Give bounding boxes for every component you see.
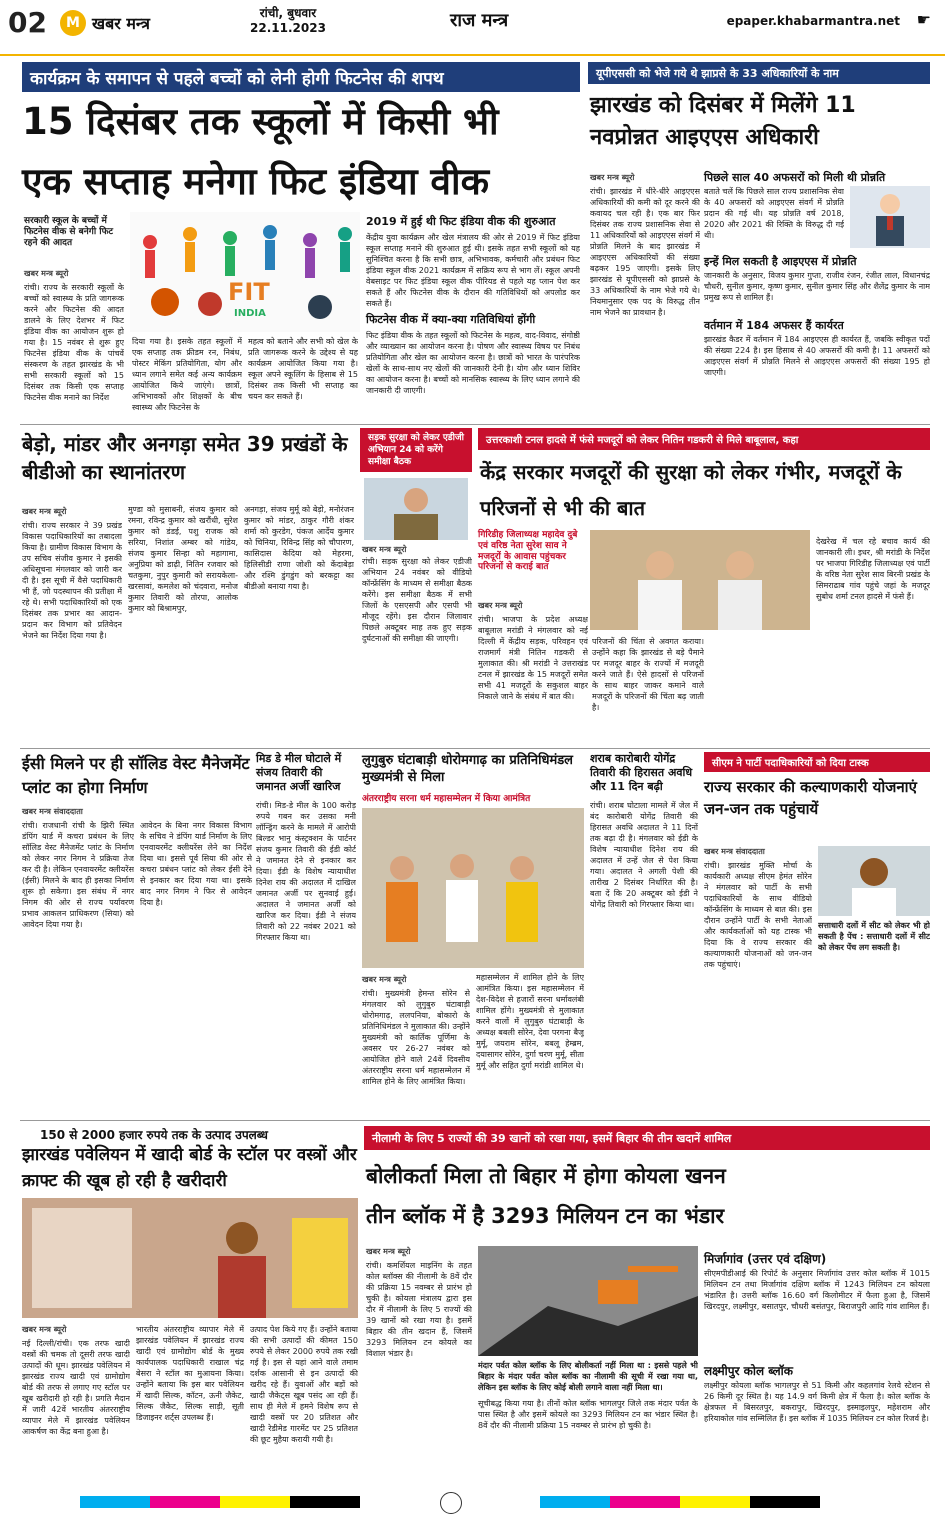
brand-logo <box>60 10 150 36</box>
story2-subhead-current: वर्तमान में 184 अफसर हैं कार्यरत <box>704 319 844 332</box>
story12-subbody-mirzagaon: सीएमपीडीआई की रिपोर्ट के अनुसार मिर्जागांव उत्तर कोल ब्लॉक में 1015 मिलियन टन तथा मिर्जागांव दक्षिण ब्लॉक में 1243 मिलियन टन कोयला भंडारित है। उत्तरी ब्लॉक 16.60 वर्ग किलोमीटर में फैला हुआ है, जिसमें खिरदपुर, लक्ष्मीपुर, बसातपुर, चौधरी बसंतपुर, बिराजपुरी आदि गांव शामिल हैं। <box>704 1269 930 1311</box>
story10-headline: राज्य सरकार की कल्याणकारी योजनाएं जन-जन तक पहुंचायें <box>704 778 917 818</box>
india-logo-text: INDIA <box>234 308 266 319</box>
registration-mark-icon <box>440 1492 462 1514</box>
fit-india-graphic <box>130 212 360 332</box>
story4-kicker: सड़क सुरक्षा को लेकर एडीजी अभियान 24 को करेंगे समीक्षा बैठक <box>360 428 472 472</box>
story5-body-col3: देखरेख में चल रहे बचाव कार्य की जानकारी ली। इधर, श्री मरांडी के निर्देश पर भाजपा गिरिडीह जिलाध्यक्ष एवं पार्टी के वरिष्ठ नेता सुरेश साव बिरनी प्रखंड के सिमराढाब गांव पहुंचे जहां के मजदूर सुबोध शर्मा टनल हादसे में फंसे हैं। <box>816 537 930 601</box>
coal-mine-photo <box>478 1246 698 1356</box>
edition-date-value: 22.11.2023 <box>250 21 326 35</box>
story1-headline-line1: 15 दिसंबर तक स्कूलों में किसी भी <box>22 100 499 143</box>
story11-body-col2: भारतीय अंतरराष्ट्रीय व्यापार मेले में झारखंड पवेलियन में झारखंड राज्य खादी एवं ग्रामोद्योग बोर्ड के मुख्य कार्यपालक पदाधिकारी राखाल चंद्र बेसरा ने स्टॉल का मुआयना किया। उन्होंने बताया कि इस बार पवेलियन में खादी सिल्क, कॉटन, ऊनी जैकेट, सिल्क जैकेट, सिल्क साड़ी, सूती डिजाइनर शर्ट्स उपलब्ध हैं। <box>136 1325 244 1422</box>
story12-body-col1: रांची। कमर्शियल माइनिंग के तहत कोल ब्लॉक्स की नीलामी के 8वें दौर की प्रक्रिया 15 नवम्बर से प्रारंभ हो चुकी है। कोयला मंत्रालय द्वारा इस दौर में नीलामी के लिए 5 राज्यों की 39 खानों को रखा गया है। इसमें बिहार की तीन खदान हैं, जिसमें 3293 मिलियन टन कोयले का विशाल भंडार है। <box>366 1261 472 1358</box>
story4-byline: खबर मन्त्र ब्यूरो <box>362 545 407 554</box>
story2-subbody-promotion: जानकारी के अनुसार, विजय कुमार गुप्ता, राजीव रंजन, रंजीत लाल, विधानचंद्र चौधरी, सुनील कुमार, कृष्ण कुमार, सुनील कुमार सिंह और शैलेंद्र कुमार के नाम प्रमुख रूप से शामिल हैं। <box>704 271 930 302</box>
masthead <box>0 0 945 56</box>
story1-body-col3: महत्व को बताने और सभी को खेल के प्रति जागरूक करने के उद्देश्य से यह कार्यक्रम आयोजित किया गया है। स्कूल अपने स्कूलिंग के हिसाब से 15 दिसंबर तक किसी भी सप्ताह का चयन कर सकते हैं। <box>248 337 358 401</box>
story7-headline: मिड डे मील घोटाले में संजय तिवारी की जमानत अर्जी खारिज <box>256 752 342 793</box>
story1-subhead-2019: 2019 में हुई थी फिट इंडिया वीक की शुरुआत <box>366 215 556 228</box>
brand-name: खबर मन्त्र <box>92 14 150 33</box>
story12-body-col2: सूचीबद्ध किया गया है। तीनों कोल ब्लॉक भागलपुर जिले तक मंदार पर्वत के पास स्थित है और इसमें कोयले का 3293 मिलियन टन का भंडार स्थित है। 8वें दौर की नीलामी प्रक्रिया 15 नवम्बर से प्रारंभ हो चुकी है। <box>478 1399 698 1430</box>
story1-body-col1: रांची। राज्य के सरकारी स्कूलों के बच्चों को स्वास्थ्य के प्रति जागरूक करने और फिटनेस की आदत डालने के लिए देशभर में फिट इंडिया वीक का आयोजन शुरू हो गया है। 15 नवंबर से शुरू हुए फिटनेस इंडिया वीक के पांचवें संस्करण के तहत झारखंड के भी सभी सरकारी स्कूलों को 15 दिसंबर तक किसी एक सप्ताह फिटनेस वीक मनाने का निर्देश <box>24 283 124 402</box>
story1-body-col2: दिया गया है। इसके तहत स्कूलों में एक सप्ताह तक फ्रीडम रन, निबंध, पोस्टर मेकिंग प्रतियोगिता, योग और ध्यान लगाने समेत कई अन्य कार्यक्रम आयोजित किये जाएंगे। छात्रों, अभिभावकों और शिक्षकों के बीच स्वास्थ्य और फिटनेस के <box>132 337 242 412</box>
story2-headline: झारखंड को दिसंबर में मिलेंगे 11 नवप्रोन्नत आइएएस अधिकारी <box>590 93 856 150</box>
story8-body-col1: रांची। मुख्यमंत्री हेमन्त सोरेन से मंगलवार को लुगुबुरु घंटाबाड़ी धोरोमगाढ़, ललपनिया, बोकारो के प्रतिनिधिमंडल ने मुलाकात की। उन्होंने मुख्यमंत्री को कार्तिक पूर्णिमा के अवसर पर 26-27 नवंबर को आयोजित होने वाले 24वें दिवसीय अंतरराष्ट्रीय सरना धर्म महासम्मेलन में शामिल होने के लिए आमंत्रित किया। <box>362 989 470 1086</box>
fit-logo-text: FIT <box>228 278 270 306</box>
story8-body-col2: महासम्मेलन में शामिल होने के लिए आमंत्रित किया। इस महासम्मेलन में देश-विदेश से हजारों सरना धर्मावलंबी शामिल होंगे। मुख्यमंत्री से मुलाकात करने वालों में लुगुबुरु घंटाबाड़ी के अध्यक्ष बबली सोरेन, देवा परगना बैजू मुर्मू, जयराम सोरेन, बबलू हेम्ब्रम, दयासागर सोरेन, दुर्गा चरण मुर्मू, सीता मुर्मू और सहित दुर्गा मरांडी शामिल थे। <box>476 973 584 1070</box>
story5-kicker: उत्तरकाशी टनल हादसे में फंसे मजदूरों को लेकर नितिन गडकरी से मिले बाबूलाल, कहा <box>478 428 930 450</box>
divider <box>20 748 930 749</box>
officer-cartoon-image <box>850 186 930 248</box>
story9-body: रांची। शराब घोटाला मामले में जेल में बंद कारोबारी योगेंद्र तिवारी की हिरासत अवधि अदालत ने 11 दिनों तक बढ़ा दी है। मंगलवार को ईडी के विशेष न्यायाधीश दिनेश राय की अदालत में उन्हें जेल से पेश किया गया। अदालत ने अगली पेशी की तारीख 2 दिसंबर निर्धारित की है। बता दें कि 20 अक्टूबर को ईडी ने योगेंद्र तिवारी को गिरफ्तार किया था। <box>590 801 698 909</box>
story5-body-col2: परिजनों की चिंता से अवगत कराया। उन्होंने कहा कि झारखंड से बड़े पैमाने पर मजदूर बाहर के राज्यों में मजदूरी करने जाते हैं। ऐसे हादसों से परिजनों के साथ बाहर जाकर कमाने वाले मजदूरों के परिजनों की चिंता बढ़ जाती है। <box>592 637 704 712</box>
story11-kicker: 150 से 2000 हजार रुपये तक के उत्पाद उपलब्ध <box>40 1128 268 1142</box>
story2-subbody-current: झारखंड कैडर में वर्तमान में 184 आइएएस ही कार्यरत हैं, जबकि स्वीकृत पदों की संख्या 224 है। इस हिसाब से 40 अफसरों की कमी है। 11 अफसरों को आइएएस संवर्ग में प्रोन्नति मिलने से आइएएस अफसरों की संख्या 195 हो जाएगी। <box>704 335 930 377</box>
story12-subbody-laxmipur: लक्ष्मीपुर कोयला ब्लॉक भागलपुर से 51 किमी और कहलगांव रेलवे स्टेशन से 26 किमी दूर स्थित है। यह 14.9 वर्ग किमी क्षेत्र में फैला है। कोल ब्लॉक के क्षेत्रफल में बिसरतपुर, बकरापुर, खिरदपुर, इस्माइलपुर, महेशराम और हरियाकोल गांव सम्मिलित हैं। इस ब्लॉक में 1035 मिलियन टन कोल रिजर्व है। <box>704 1381 930 1423</box>
story3-body-col3: अनगड़ा, संजय मुर्मू को बेड़ो, मनोरंजन कुमार को मांडर, ठाकुर गौरी शंकर शर्मा को कुरडेग, पंकज आर्देय कुमार को चिनिया, रिविन्द्र सिंह को चौपारण, कासिदास केदिया को मेहरमा, हिलिसीडी राणा जोशी को केंदाबेड़ा और रश्मि डुंगडुंग को बरकट्टा का बीडीओ बनाया गया है। <box>244 505 354 591</box>
story9-headline: शराब कारोबारी योगेंद्र तिवारी की हिरासत अवधि और 11 दिन बढ़ी <box>590 752 693 793</box>
khadi-stall-photo <box>22 1198 358 1318</box>
story3-body-col2: मुण्डा को मुसाबनी, संजय कुमार को रमना, रविन्द्र कुमार को खरौंधी, सुरेश कुमार को डंडई, पशु राजक को सरिया, निशांत अम्बर को गांडेय, संजय कुमार सिन्हा को महागामा, अनुप्रिया को डाढ़ी, नितिन रजवार को चतकुमा, नुपुर कुमारी को सरायकेला-खरसावां, कमलेश को चंदवारा, मनोज कुमार तिवारी को तोरपा, आलोक कुमार को बिश्रामपुर, <box>128 505 238 613</box>
story5-body-col1: रांची। भाजपा के प्रदेश अध्यक्ष बाबूलाल मरांडी ने मंगलवार को नई दिल्ली में केंद्रीय सड़क, परिवहन एवं राजमार्ग मंत्री नितिन गडकरी से मुलाकात की। श्री मरांडी ने उत्तराखंड टनल में झारखंड के 15 मजदूरों समेत सभी 41 मजदूरों के सकुशल बाहर निकाले जाने के संबंध में बात की। <box>478 615 588 701</box>
story12-subhead-laxmipur: लक्ष्मीपुर कोल ब्लॉक <box>704 1364 793 1378</box>
story2-body: रांची। झारखंड में धीरे-धीरे आइएएस अधिकारियों की कमी को दूर करने की कवायद चल रही है। एक बार फिर दिसंबर तक राज्य प्रशासनिक सेवा से 11 अधिकारियों को आइएएस संवर्ग में प्रोन्नति मिलने के बाद झारखंड में आइएएस अधिकारियों की संख्या बढ़कर 195 जाएगी। इसके लिए झारखंड से यूपीएससी को झाप्रसे के 33 अधिकारियों के नाम भेजे गये थे। नियमानुसार एक पद के विरुद्ध तीन नाम भेजने का प्रावधान है। <box>590 187 700 317</box>
story2-subhead-promotion: इन्हें मिल सकती है आइएएस में प्रोन्नति <box>704 255 857 268</box>
story11-headline: झारखंड पवेलियन में खादी बोर्ड के स्टॉल पर वस्त्रों और क्राफ्ट की खूब हो रही है खरीदारी <box>22 1145 357 1191</box>
story2-subhead-last-year: पिछले साल 40 अफसरों को मिली थी प्रोन्नति <box>704 171 886 184</box>
story12-headline-line2: तीन ब्लॉक में है 3293 मिलियन टन का भंडार <box>366 1204 725 1228</box>
story12-photo-caption: मंदार पर्वत कोल ब्लॉक के लिए बोलीकर्ता नहीं मिला था : इससे पहले भी बिहार के मंदार पर्वत कोल ब्लॉक का नीलामी की सूची में रखा गया था, लेकिन इस ब्लॉक के लिए कोई बोली लगाने वाला नहीं मिला था। <box>478 1361 698 1392</box>
story10-pull-quote: सत्ताधारी दलों में सीट को लेकर भी हो सकती है पेंच : सत्ताधारी दलों में सीट को लेकर पेंच लग सकती है। <box>818 921 930 952</box>
meeting-photo <box>590 530 810 630</box>
story1-subbody-activities: फिट इंडिया वीक के तहत स्कूलों को फिटनेस के महत्व, वाद-विवाद, संगोष्ठी और व्याख्यान का आयोजन करना है। पोषण और स्वास्थ्य विषय पर निबंध प्रतियोगिता और खेल का आयोजन करना है। छात्रों को भारत के पारंपरिक खेलों के साथ-साथ नए खेलों की जानकारी देनी है। योग और ध्यान शिविर का आयोजन करना है। बच्चों को मानसिक स्वास्थ्य के लिए ध्यान लगाने की जानकारी दी जाएगी। <box>366 331 580 395</box>
page-number: 02 <box>8 6 47 39</box>
story11-body-col3: उत्पाद पेश किये गए हैं। उन्होंने बताया की सभी उत्पादों की कीमत 150 रुपये से लेकर 2000 रुपये तक रखी गई है। इस से यहां आने वाले तमाम दर्शक आसानी से इन उत्पादों की खरीद रहे हैं। युवाओं और बड़ों को खादी जैकेट्स खूब पसंद आ रही हैं। साथ ही मेले में हमने विशेष रूप से खादी वस्त्रों पर 20 प्रतिशत और खादी रेडीमेड गारमेंट पर 25 प्रतिशत की छूट मुहैया करायी गयी है। <box>250 1325 358 1444</box>
story8-byline: खबर मन्त्र ब्यूरो <box>362 975 407 984</box>
story7-body: रांची। मिड-डे मील के 100 करोड़ रुपये गबन कर उसका मनी लॉन्ड्रिंग करने के मामले में आरोपी बिल्डर भानु कंस्ट्रक्शन के पार्टनर संजय कुमार तिवारी की ईडी कोर्ट ने जमानत देने से इनकार कर दिया। ईडी के विशेष न्यायाधीश दिनेश राय की अदालत में दाखिल जमानत अर्जी पर सुनवाई हुई। अदालत ने जमानत अर्जी को खारिज कर दिया। ईडी ने संजय तिवारी को 22 नवंबर 2021 को गिरफ्तार किया था। <box>256 801 356 942</box>
edition-city-day: रांची, बुधवार <box>259 6 317 20</box>
story3-byline: खबर मन्त्र ब्यूरो <box>22 507 67 516</box>
story1-kicker: कार्यक्रम के समापन से पहले बच्चों को लेनी होगी फिटनेस की शपथ <box>22 62 580 92</box>
delegation-photo <box>362 808 584 968</box>
story5-byline: खबर मन्त्र ब्यूरो <box>478 601 523 610</box>
story4-body: रांची। सड़क सुरक्षा को लेकर एडीजी अभियान 24 नवंबर को वीडियो कॉन्फ्रेंसिंग के माध्यम से समीक्षा बैठक करेंगे। इस समीक्षा बैठक में सभी जिलों के एसएसपी और एसपी भी मौजूद रहेंगे। इस दौरान जिलावार पिछले अक्टूबर माह तक हुए सड़क दुर्घटनाओं की समीक्षा की जाएगी। <box>362 557 472 643</box>
epaper-link[interactable]: epaper.khabarmantra.net <box>726 14 900 28</box>
story12-headline-line1: बोलीकर्ता मिला तो बिहार में होगा कोयला खनन <box>366 1164 726 1188</box>
color-bar <box>80 1496 360 1508</box>
story2-kicker: यूपीएससी को भेजे गये थे झाप्रसे के 33 अधिकारियों के नाम <box>588 62 930 84</box>
brand-logo-icon: M <box>60 10 86 36</box>
story3-headline: बेड़ो, मांडर और अनगड़ा समेत 39 प्रखंडों के बीडीओ का स्थानांतरण <box>22 432 348 484</box>
story10-body: रांची। झारखंड मुक्ति मोर्चा के कार्यकारी अध्यक्ष सीएम हेमंत सोरेन ने मंगलवार को पार्टी के सभी पदाधिकारियों के साथ वीडियो कॉन्फ्रेंसिंग के माध्यम से बात की। इस दौरान उन्होंने पार्टी के सभी नेताओं और कार्यकर्ताओं को यह टास्क भी दिया कि वे राज्य सरकार की कल्याणकारी योजनाओं को जन-जन तक पहुंचाएं। <box>704 861 812 969</box>
story6-body-col2: आवेदन के बिना नगर विकास विभाग के सचिव ने डंपिंग यार्ड निर्माण के लिए एनवायरमेंट क्लीयरेंस लेने का निर्देश दिया था। इससे पूर्व सिया की ओर से कचरा प्रबंधन प्लांट को लेकर ईसी देने से इनकार कर दिया गया था। इसके बाद नगर निगम ने फिर से आवेदन दिया है। <box>140 821 252 907</box>
story1-blurb: सरकारी स्कूल के बच्चों में फिटनेस वीक से बनेगी फिट रहने की आदत <box>24 216 114 248</box>
story3-body-col1: रांची। राज्य सरकार ने 39 प्रखंड विकास पदाधिकारियों का तबादला किया है। ग्रामीण विकास विभाग के उप सचिव संजीव कुमार ने इसकी अधिसूचना मंगलवार को जारी कर दी है। इस सूची में वैसे पदाधिकारी भी हैं, जो पदस्थापन की प्रतीक्षा में रहे थे। सभी पदाधिकारियों को एक दिसंबर तक प्रभार का आदान-प्रदान कर विभाग को प्रतिवेदन भेजने का निर्देश दिया गया है। <box>22 521 122 640</box>
story2-byline: खबर मन्त्र ब्यूरो <box>590 173 635 182</box>
story11-byline: खबर मन्त्र ब्यूरो <box>22 1325 67 1334</box>
story1-headline-line2: एक सप्ताह मनेगा फिट इंडिया वीक <box>22 160 490 203</box>
edition-date <box>250 6 326 36</box>
divider <box>20 1120 930 1121</box>
story8-kicker: अंतरराष्ट्रीय सरना धर्म महासम्मेलन में किया आमंत्रित <box>362 794 531 804</box>
story6-headline: ईसी मिलने पर ही सॉलिड वेस्ट मैनेजमेंट प्लांट का होगा निर्माण <box>22 754 250 797</box>
section-title: राज मन्त्र <box>450 10 509 31</box>
story5-headline: केंद्र सरकार मजदूरों की सुरक्षा को लेकर गंभीर, मजदूरों के परिजनों से भी की बात <box>480 460 902 520</box>
story2-subbody-last-year: बताते चलें कि पिछले साल राज्य प्रशासनिक सेवा के 40 अफसरों को आइएएस संवर्ग में प्रोन्नति प्रदान की गई थी। यह प्रोन्नति वर्ष 2018, 2020 और 2021 की रिक्ति के विरुद्ध दी गई थी। <box>704 187 844 240</box>
story1-subbody-2019: केंद्रीय युवा कार्यक्रम और खेल मंत्रालय की ओर से 2019 में फिट इंडिया स्कूल सप्ताह मनाने की शुरुआत हुई थी। इसके तहत सभी स्कूलों को यह सुनिश्चित करना है कि सभी छात्र, अभिभावक, कर्मचारी और प्रबंधन फिट इंडिया स्कूल वीक 2021 कार्यक्रम में सक्रिय रूप से भाग लें। स्कूल अपनी वेबसाइट पर फिट इंडिया स्कूल वीक पीरियड से पहले यह प्लान पेश कर सकते हैं और फिटनेस वीक के दौरान की गतिविधियों को अपलोड कर सकते हैं। <box>366 233 580 308</box>
story10-kicker: सीएम ने पार्टी पदाधिकारियों को दिया टास्क <box>704 752 930 772</box>
story10-byline: खबर मन्त्र संवाददाता <box>704 847 765 856</box>
story1-subhead-activities: फिटनेस वीक में क्या-क्या गतिविधियां होंगी <box>366 313 536 326</box>
color-bar <box>540 1496 820 1508</box>
story5-caption: गिरिडीह जिलाध्यक्ष महादेव दुबे एवं वरिष्ठ नेता सुरेश साव ने मजदूरों के आवास पहुंचकर परिजनों से कराई बात <box>478 530 578 573</box>
pointer-hand-icon: ☛ <box>916 10 931 29</box>
story11-body-col1: नई दिल्ली/रांची। एक तरफ खादी वस्त्रों की चमक तो दूसरी तरफ खादी उत्पादों की धूम। झारखंड पवेलियन में झारखंड राज्य खादी एवं ग्रामोद्योग बोर्ड की तरफ से लगाए गए स्टॉल पर खूब खरीदारी हो रही है। प्रगति मैदान में जारी 42वें भारतीय अंतरराष्ट्रीय व्यापार मेले में झारखंड पवेलियन आकर्षण का केंद्र बना हुआ है। <box>22 1339 130 1436</box>
story1-byline: खबर मन्त्र ब्यूरो <box>24 269 69 278</box>
adg-photo <box>364 478 468 540</box>
story12-byline: खबर मन्त्र ब्यूरो <box>366 1247 411 1256</box>
cm-portrait <box>818 846 930 916</box>
divider <box>20 424 930 425</box>
story6-byline: खबर मन्त्र संवाददाता <box>22 807 83 816</box>
story6-body-col1: रांची। राजधानी रांची के झिरी स्थित डंपिंग यार्ड में कचरा प्रबंधन के लिए सॉलिड वेस्ट मैनेजमेंट प्लांट के निर्माण को लेकर नगर निगम ने प्रक्रिया तेज कर दी है। लेकिन एनवायरमेंट क्लीयरेंस (ईसी) मिलने के बाद ही इसका निर्माण शुरू हो सकेगा। इस संबंध में नगर निगम की ओर से राज्य पर्यावरण प्रभाव आकलन प्राधिकरण (सिया) को आवेदन दिया गया है। <box>22 821 134 929</box>
story8-headline: लुगुबुरु घंटाबाड़ी धोरोमगाढ़ का प्रतिनिधिमंडल मुख्यमंत्री से मिला <box>362 753 573 785</box>
story12-subhead-mirzagaon: मिर्जागांव (उत्तर एवं दक्षिण) <box>704 1252 827 1266</box>
story12-kicker: नीलामी के लिए 5 राज्यों की 39 खानों को रखा गया, इसमें बिहार की तीन खदानें शामिल <box>364 1126 930 1150</box>
